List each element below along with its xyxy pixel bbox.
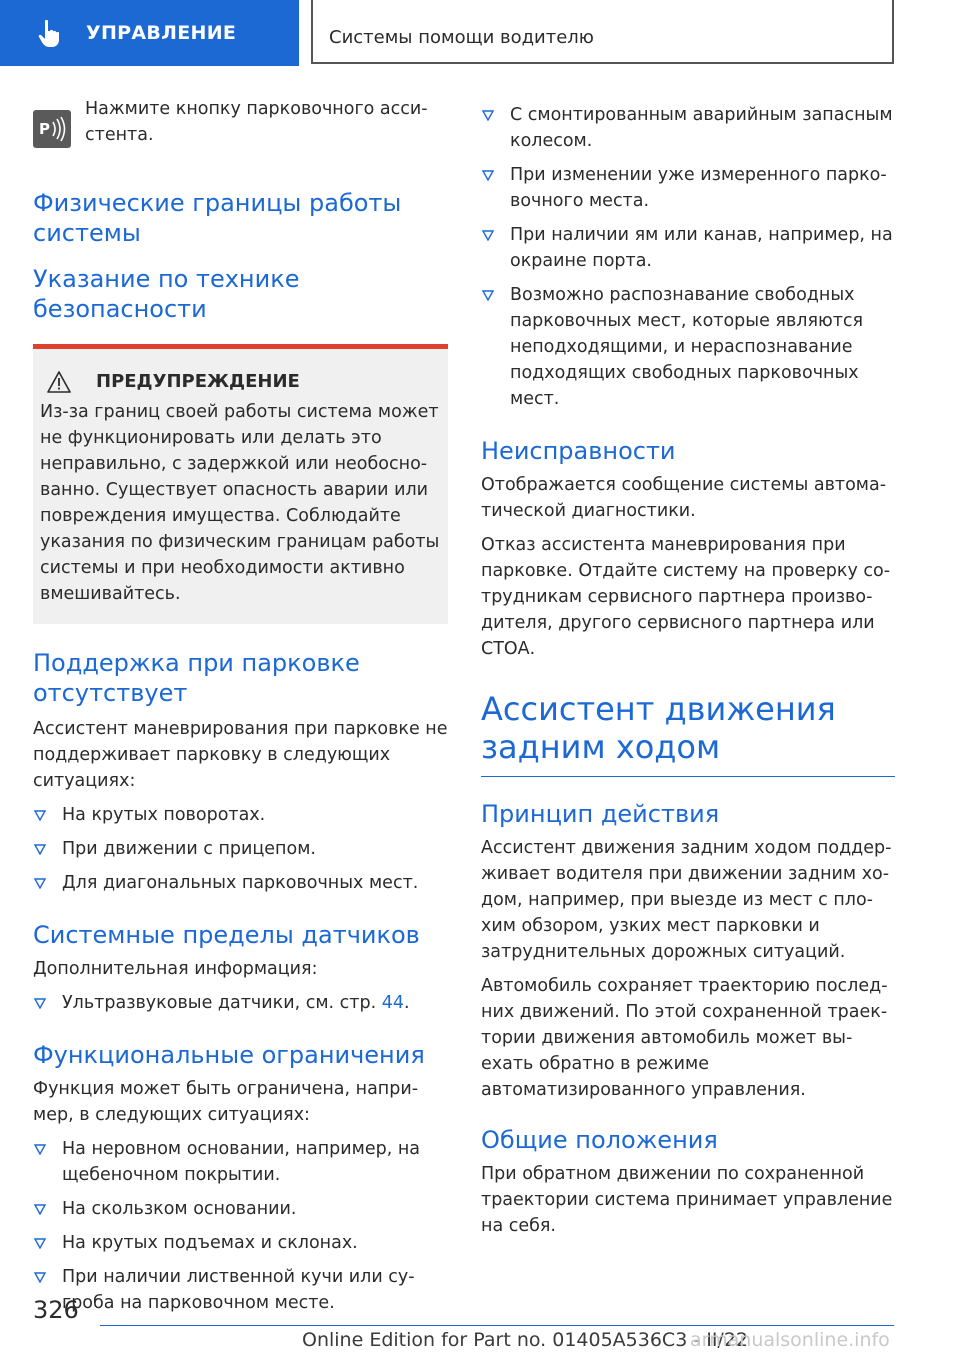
general-text: При обратном движении по сохраненной траектории система принимает управление на себя. xyxy=(481,1164,893,1236)
func-list xyxy=(33,1136,448,1316)
list-item xyxy=(33,836,448,862)
heading-physical-limits: Физические границы работы системы xyxy=(33,189,402,247)
func-text: Функция может быть ограничена, например, в следующих ситуациях: xyxy=(33,1079,419,1125)
heading-functional-limits: Функциональные ограничения xyxy=(33,1041,425,1069)
list-item-text: На крутых поворотах. xyxy=(62,805,266,825)
triangle-bullet-icon xyxy=(34,998,46,1009)
heading-general: Общие положения xyxy=(481,1126,718,1154)
list-item-text: Возможно распознавание свободных парковочных мест, которые являются неподходящими, и нераспознавание подходящих свободных парковочных мест. xyxy=(510,285,864,409)
list-item-text: На крутых подъемах и склонах. xyxy=(62,1233,358,1253)
heading-faults: Неисправности xyxy=(481,437,676,465)
list-item-text: С смонтированным аварийным запасным колесом. xyxy=(510,105,893,151)
page-link[interactable]: 44 xyxy=(381,993,404,1013)
list-item xyxy=(481,282,895,412)
list-item xyxy=(33,1196,448,1222)
warning-text: Из-за границ своей работы система может не функционировать или делать это неправильно, с задержкой или необоснованно. Существует опасность аварии или повреждения имущества. Соблюдайте указания по физическим границам работы системы и при необходимости активно вмешивайтесь. xyxy=(40,402,440,604)
intro-row xyxy=(33,96,448,152)
page-number: 326 xyxy=(33,1296,79,1324)
heading-reverse-assistant: Ассистент движения задним ходом xyxy=(481,690,836,766)
list-item-text: Для диагональных парковочных мест. xyxy=(62,873,419,893)
list-item xyxy=(33,990,448,1016)
continued-list xyxy=(481,102,895,412)
chapter-title: Системы помощи водителю xyxy=(329,27,594,48)
triangle-bullet-icon xyxy=(34,1272,46,1283)
edition-text: Online Edition for Part no. 01405A536C3 - II/22 xyxy=(302,1329,749,1351)
heading-rule xyxy=(481,776,895,777)
list-item-text: На скользком основании. xyxy=(62,1199,297,1219)
warning-title: ПРЕДУПРЕЖДЕНИЕ xyxy=(96,371,300,392)
faults-text-1: Отображается сообщение системы автоматической диагностики. xyxy=(481,475,887,521)
watermark: armanualsonline.info xyxy=(690,1329,890,1351)
list-item-end: . xyxy=(403,993,410,1013)
principle-text-1: Ассистент движения задним ходом поддерживает водителя при движении задним ходом, например, при выезде из мест с плохим обзором, узких мест парковки и затруднительных дорожных ситуаций. xyxy=(481,838,892,962)
chapter-header xyxy=(311,0,894,64)
triangle-bullet-icon xyxy=(34,878,46,889)
svg-text:P: P xyxy=(39,120,50,138)
list-item xyxy=(33,1136,448,1188)
park-assist-button-icon xyxy=(33,110,71,148)
triangle-bullet-icon xyxy=(34,844,46,855)
heading-no-support: Поддержка при парковке отсутствует xyxy=(33,649,360,707)
section-tab xyxy=(0,0,299,66)
list-item xyxy=(33,1230,448,1256)
heading-sensor-limits: Системные пределы датчиков xyxy=(33,921,420,949)
list-item-text: На неровном основании, например, на щебеночном покрытии. xyxy=(62,1139,420,1185)
principle-text-2: Автомобиль сохраняет траекторию последних движений. По этой сохраненной траектории движения автомобиль может выехать обратно в режиме автоматизированного управления. xyxy=(481,976,888,1100)
list-item-text: При изменении уже измеренного парковочного места. xyxy=(510,165,887,211)
heading-safety: Указание по технике безопасности xyxy=(33,265,300,323)
triangle-bullet-icon xyxy=(482,230,494,241)
list-item xyxy=(481,162,895,214)
list-item-text: При движении с прицепом. xyxy=(62,839,316,859)
triangle-bullet-icon xyxy=(34,1238,46,1249)
list-item xyxy=(481,102,895,154)
right-column xyxy=(481,96,895,1239)
sensor-text: Дополнительная информация: xyxy=(33,959,318,979)
triangle-bullet-icon xyxy=(482,290,494,301)
list-item xyxy=(33,802,448,828)
intro-text: Нажмите кнопку парковочного ассистента. xyxy=(85,99,428,145)
faults-text-2: Отказ ассистента маневрирования при парковке. Отдайте систему на проверку сотрудникам сервисного партнера производителя, другого сервисного партнера или СТОА. xyxy=(481,535,891,659)
triangle-bullet-icon xyxy=(34,810,46,821)
warning-box xyxy=(33,344,448,624)
warning-triangle-icon xyxy=(47,371,71,393)
triangle-bullet-icon xyxy=(34,1204,46,1215)
triangle-bullet-icon xyxy=(482,110,494,121)
triangle-bullet-icon xyxy=(482,170,494,181)
left-column xyxy=(33,96,448,1316)
sensor-list xyxy=(33,990,448,1016)
section-tab-label: УПРАВЛЕНИЕ xyxy=(86,22,237,44)
hand-pointer-icon xyxy=(34,17,66,49)
list-item xyxy=(33,1264,448,1316)
triangle-bullet-icon xyxy=(34,1144,46,1155)
no-support-list xyxy=(33,802,448,896)
list-item-text: При наличии ям или канав, например, на окраине порта. xyxy=(510,225,893,271)
list-item-text: При наличии лиственной кучи или сугроба на парковочном месте. xyxy=(62,1267,415,1313)
list-item-text: Ультразвуковые датчики, см. стр. xyxy=(62,993,382,1013)
list-item xyxy=(481,222,895,274)
list-item xyxy=(33,870,448,896)
no-support-text: Ассистент маневрирования при парковке не поддерживает парковку в следующих ситуациях: xyxy=(33,719,448,791)
heading-principle: Принцип действия xyxy=(481,800,720,828)
footer-rule xyxy=(100,1325,894,1326)
